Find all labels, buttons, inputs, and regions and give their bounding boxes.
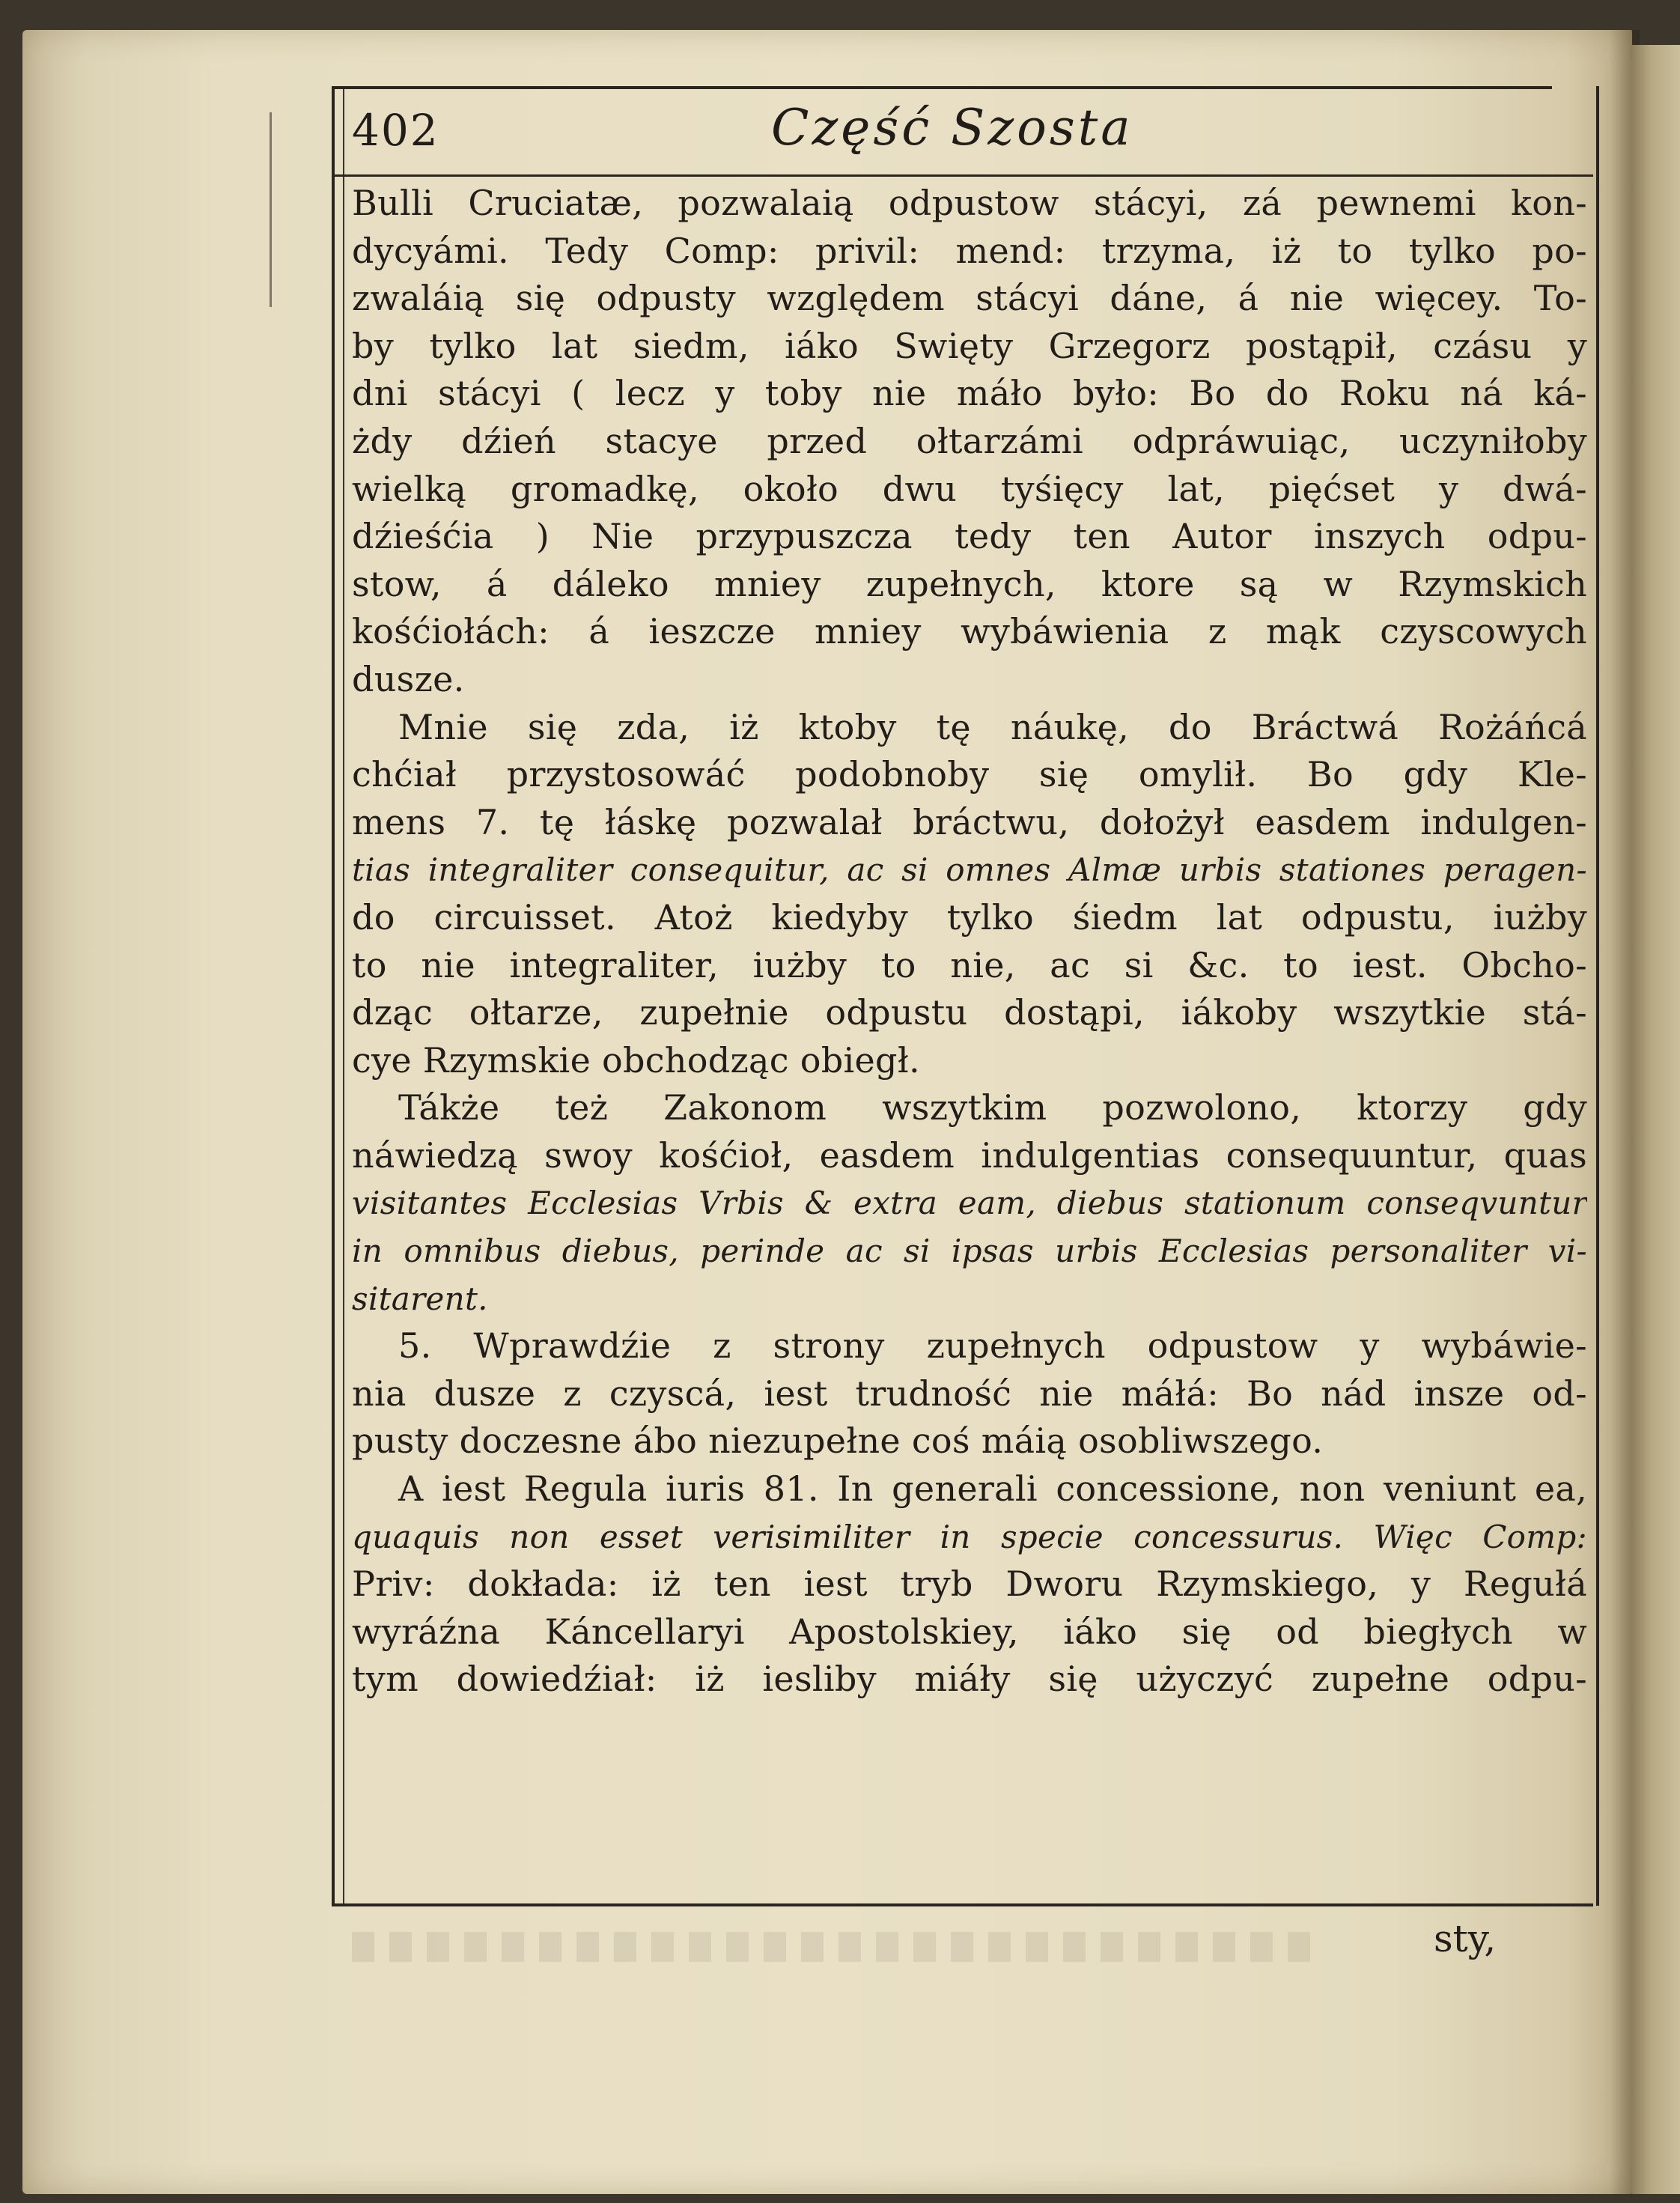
body-text	[352, 180, 1587, 1704]
text-frame-inner-rule	[343, 86, 344, 1906]
latin-quote-line: quaquis non esset verisimiliter in specie concessurus. Więc Comp:	[352, 1518, 1587, 1555]
margin-mark	[270, 112, 272, 307]
text-line: nia dusze z czyscá, iest trudność nie máłá: Bo nád insze od-	[352, 1373, 1587, 1414]
header-rule	[332, 174, 1593, 177]
text-line: wielką gromadkę, około dwu tyśięcy lat, pięćset y dwá-	[352, 468, 1587, 509]
text-line: dusze.	[352, 658, 465, 699]
text-line: kośćiołách: á ieszcze mniey wybáwienia z mąk czyscowych	[352, 611, 1587, 652]
text-line: żdy dźień stacye przed ołtarzámi odpráwuiąc, uczyniłoby	[352, 420, 1587, 461]
text-line: Bulli Cruciatæ, pozwalaią odpustow stácyi, zá pewnemi kon-	[352, 183, 1587, 223]
paragraph-start: A iest Regula iuris 81. In generali concessione, non veniunt ea,	[398, 1468, 1587, 1510]
latin-quote-line: visitantes Ecclesias Vrbis & extra eam, diebus stationum conseqvuntur	[352, 1185, 1587, 1222]
text-line: Priv: dokłada: iż ten iest tryb Dworu Rzymskiego, y Regułá	[352, 1564, 1587, 1605]
text-line: mens 7. tę łáskę pozwalał bráctwu, dołożył easdem indulgen-	[352, 801, 1587, 842]
text-line: by tylko lat siedm, iáko Swięty Grzegorz postąpił, czásu y	[352, 325, 1587, 366]
paragraph-start: Tákże też Zakonom wszytkim pozwolono, ktorzy gdy	[398, 1087, 1587, 1128]
paragraph-start: 5. Wprawdźie z strony zupełnych odpustow y wybáwie-	[398, 1325, 1587, 1367]
bottom-rule	[332, 1903, 1593, 1906]
latin-quote-line: sitarent.	[352, 1280, 488, 1317]
paragraph-start: Mnie się zda, iż ktoby tę náukę, do Bráctwá Rożáńcá	[398, 706, 1587, 747]
text-line: wyráźna Káncellaryi Apostolskiey, iáko się od biegłych w	[352, 1611, 1587, 1652]
page-number: 402	[352, 105, 439, 156]
text-line: stow, á dáleko mniey zupełnych, ktore są w Rzymskich	[352, 563, 1587, 604]
text-line: zwaláią się odpusty względem stácyi dáne, á nie więcey. To-	[352, 278, 1587, 319]
text-line: tym dowiedźiał: iż iesliby miáły się użyczyć zupełne odpu-	[352, 1659, 1587, 1700]
show-through-texture	[352, 1932, 1325, 1962]
running-title: Część Szosta	[771, 99, 1133, 157]
top-rule	[332, 86, 1552, 89]
text-line: dźieśćia ) Nie przypuszcza tedy ten Autor inszych odpu-	[352, 516, 1587, 557]
adjacent-page-edge	[1632, 45, 1680, 2194]
text-line: pusty doczesne ábo niezupełne coś máią osobliwszego.	[352, 1420, 1324, 1462]
text-line: dni stácyi ( lecz y toby nie máło było: Bo do Roku ná ká-	[352, 373, 1587, 414]
text-line: chćiał przystosowáć podobnoby się omylił. Bo gdy Kle-	[352, 754, 1587, 795]
latin-quote-line: tias integraliter consequitur, ac si omnes Almæ urbis stationes peragen-	[352, 851, 1587, 889]
text-line: to nie integraliter, iużby to nie, ac si &c. to iest. Obcho-	[352, 944, 1587, 985]
latin-quote-line: in omnibus diebus, perinde ac si ipsas urbis Ecclesias personaliter vi-	[352, 1233, 1587, 1270]
text-line: dząc ołtarze, zupełnie odpustu dostąpi, iákoby wszytkie stá-	[352, 992, 1587, 1033]
text-line: náwiedzą swoy kośćioł, easdem indulgentias consequuntur, quas	[352, 1134, 1587, 1176]
text-line: cye Rzymskie obchodząc obiegł.	[352, 1039, 920, 1081]
text-line: do circuisset. Atoż kiedyby tylko śiedm lat odpustu, iużby	[352, 896, 1587, 938]
text-line: dycyámi. Tedy Comp: privil: mend: trzyma, iż to tylko po-	[352, 230, 1587, 271]
catchword: sty,	[1434, 1917, 1497, 1960]
